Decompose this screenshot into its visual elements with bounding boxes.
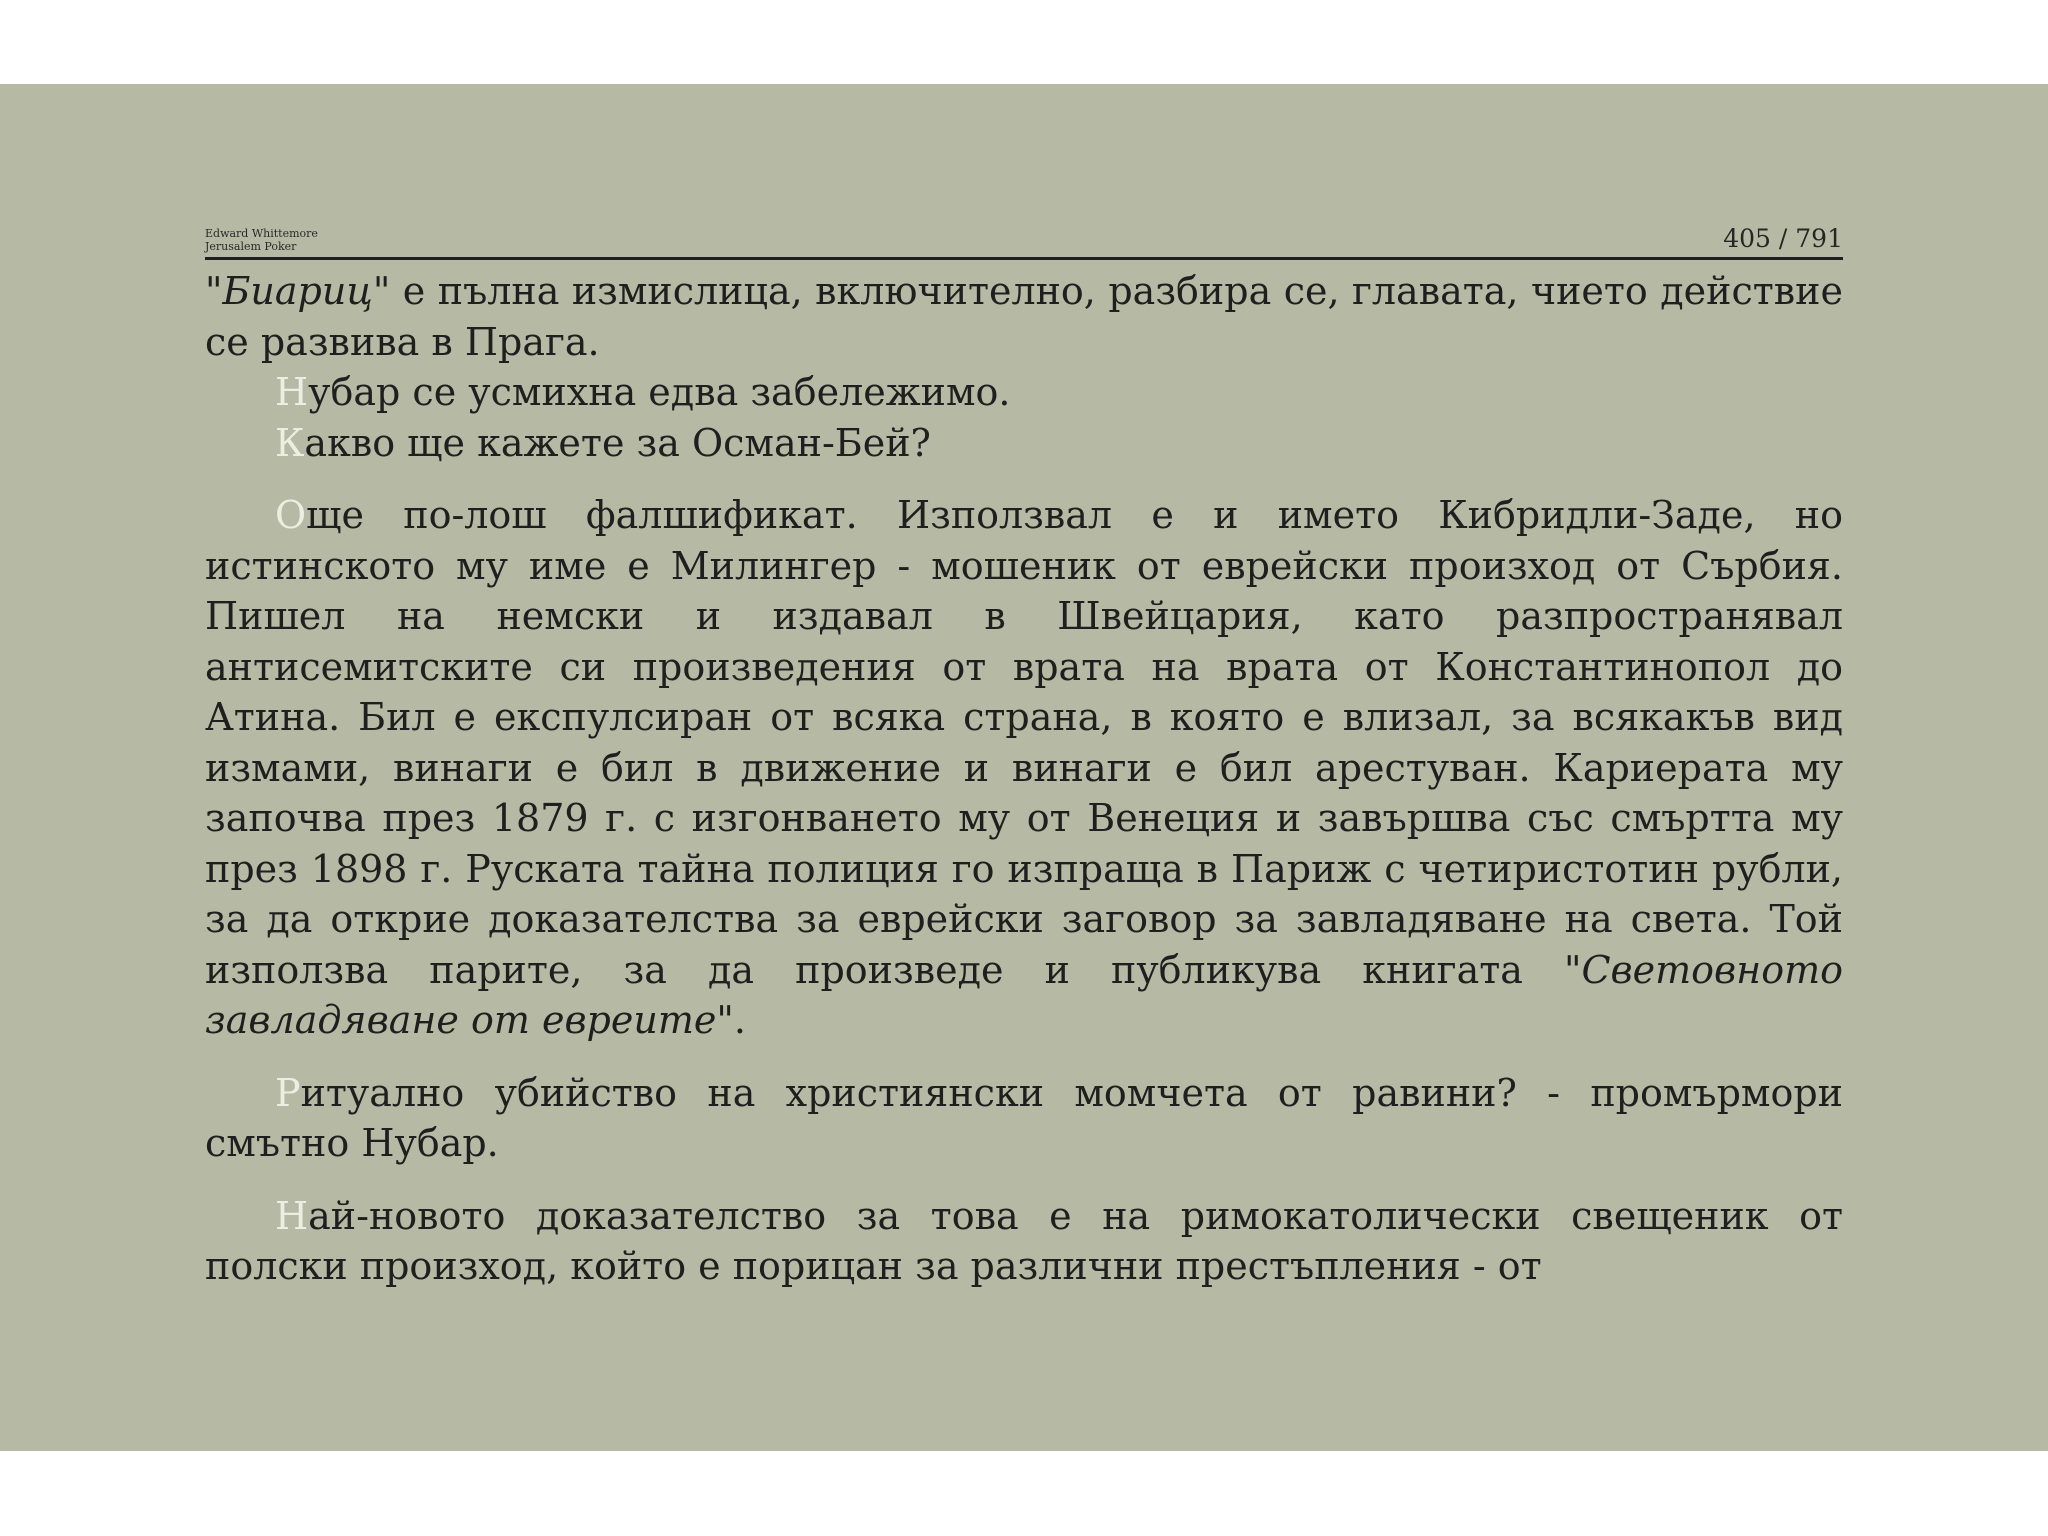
- paragraph-5: [205, 1068, 1843, 1169]
- page-header: [205, 136, 1843, 260]
- paragraph-4-text: ще по-лош фалшификат. Използвал е и името Кибридли-Заде, но истинското му име е Милингер - мошеник от еврейски произход от Сърбия. Пишел на немски и издавал в Швейцария, като разпространявал антисемитските си произведения от врата на врата от Константинопол до Атина. Бил е експулсиран от всяка страна, в която е влизал, за всякакъв вид измами, винаги е бил в движение и винаги е бил арестуван. Кариерата му започва през 1879 г. с изгонването му от Венеция и завършва със смъртта му през 1898 г. Руската тайна полиция го изпраща в Париж с четиристотин рубли, за да открие доказателства за еврейски заговор за завладяване на света. Той използва парите, за да произведе и публикува книгата ": [205, 493, 1843, 992]
- paragraph-6: [205, 1191, 1843, 1292]
- paragraph-4-tail: ".: [716, 998, 746, 1042]
- author-name: Edward Whittemore: [205, 227, 318, 240]
- book-meta: [205, 227, 318, 253]
- italic-title-biarritz: Биариц: [222, 269, 373, 313]
- paragraph-2: [205, 367, 1843, 418]
- paragraph-1: [205, 266, 1843, 367]
- paragraph-1-text: е пълна измислица, включително, разбира се, главата, чието действие се развива в Прага.: [205, 269, 1843, 364]
- paragraph-5-text: итуално убийство на християнски момчета от равини? - промърмори смътно Нубар.: [205, 1070, 1843, 1165]
- italic-book-title: Световното завладяване от евреите: [205, 947, 1843, 1042]
- page-counter: 405 / 791: [1723, 224, 1843, 253]
- initial-letter: Н: [275, 1193, 309, 1238]
- initial-letter: Р: [275, 1070, 301, 1115]
- book-title: Jerusalem Poker: [205, 240, 297, 253]
- page-text[interactable]: [205, 266, 1843, 1292]
- paragraph-3-text: акво ще кажете за Осман-Бей?: [304, 420, 931, 465]
- paragraph-3: [205, 418, 1843, 469]
- paragraph-2-text: убар се усмихна едва забележимо.: [308, 370, 1011, 414]
- paragraph-6-text: ай-новото доказателство за това е на римокатолически свещеник от полски произход, който е порицан за различни престъпления - от: [205, 1193, 1843, 1288]
- initial-letter: О: [275, 493, 307, 537]
- initial-letter: Н: [275, 370, 309, 414]
- initial-letter: К: [275, 420, 305, 465]
- close-quote: ": [372, 269, 391, 313]
- paragraph-4: [205, 490, 1843, 1046]
- open-quote: ": [205, 269, 223, 313]
